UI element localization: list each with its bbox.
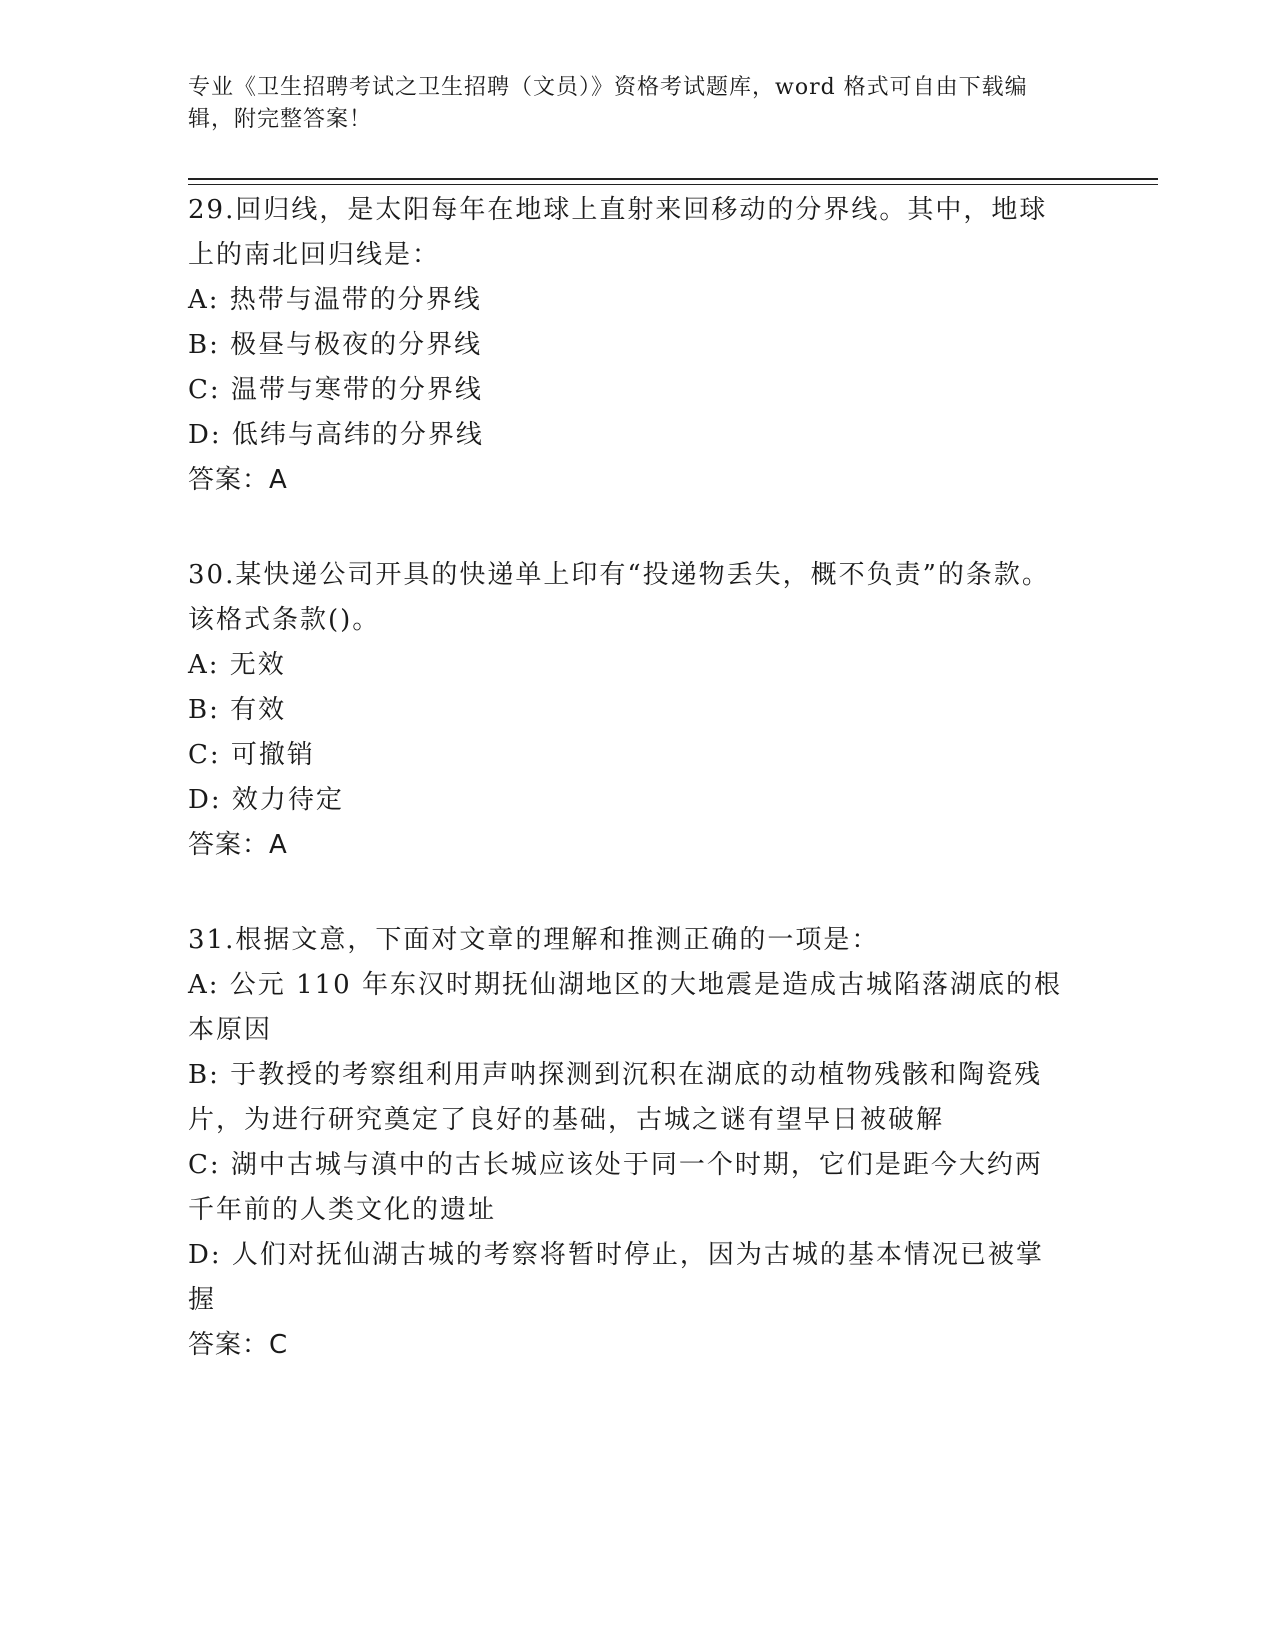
option-d: D: 效力待定 bbox=[188, 785, 344, 815]
question-31 bbox=[188, 918, 1068, 1368]
document-header: 专业《卫生招聘考试之卫生招聘（文员）》资格考试题库，word 格式可自由下载编辑，附完整答案！ bbox=[188, 75, 1028, 132]
header-divider-thick bbox=[188, 178, 1158, 180]
question-29 bbox=[188, 188, 1068, 503]
option-b: B: 极昼与极夜的分界线 bbox=[188, 330, 483, 360]
question-stem: 31.根据文意，下面对文章的理解和推测正确的一项是： bbox=[188, 925, 880, 955]
question-stem: 30.某快递公司开具的快递单上印有“投递物丢失，概不负责”的条款。该格式条款()。 bbox=[188, 560, 1050, 635]
answer-line: 答案：A bbox=[188, 830, 288, 860]
option-a: A: 无效 bbox=[188, 650, 286, 680]
option-c: C: 可撤销 bbox=[188, 740, 315, 770]
option-a: A: 热带与温带的分界线 bbox=[188, 285, 482, 315]
option-d: D: 人们对抚仙湖古城的考察将暂时停止，因为古城的基本情况已被掌握 bbox=[188, 1240, 1044, 1315]
answer-line: 答案：C bbox=[188, 1330, 289, 1360]
option-b: B: 于教授的考察组利用声呐探测到沉积在湖底的动植物残骸和陶瓷残片，为进行研究奠定了良好的基础，古城之谜有望早日被破解 bbox=[188, 1060, 1043, 1135]
option-c: C: 湖中古城与滇中的古长城应该处于同一个时期，它们是距今大约两千年前的人类文化的遗址 bbox=[188, 1150, 1043, 1225]
answer-line: 答案：A bbox=[188, 465, 288, 495]
question-stem: 29.回归线，是太阳每年在地球上直射来回移动的分界线。其中，地球上的南北回归线是： bbox=[188, 195, 1048, 270]
option-b: B: 有效 bbox=[188, 695, 287, 725]
option-d: D: 低纬与高纬的分界线 bbox=[188, 420, 484, 450]
option-c: C: 温带与寒带的分界线 bbox=[188, 375, 483, 405]
option-a: A: 公元 110 年东汉时期抚仙湖地区的大地震是造成古城陷落湖底的根本原因 bbox=[188, 970, 1062, 1045]
question-30 bbox=[188, 553, 1068, 868]
header-divider-thin bbox=[188, 184, 1158, 185]
